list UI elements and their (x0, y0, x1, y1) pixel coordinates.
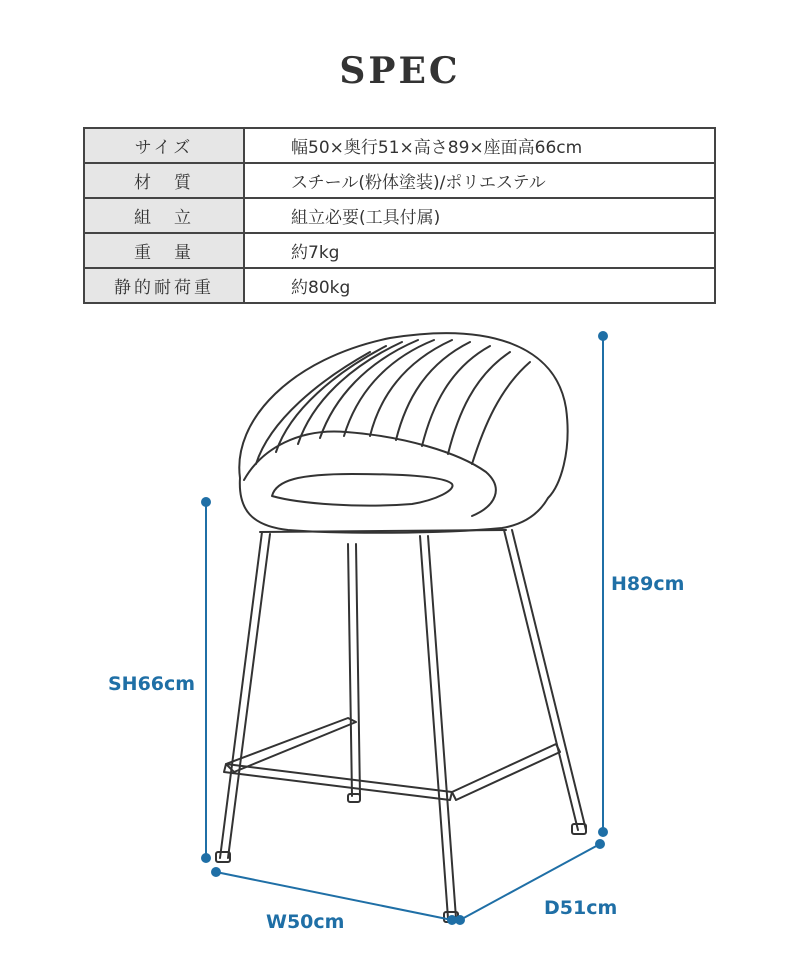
chair-leg-back-left (348, 544, 352, 796)
dimension-lines (202, 332, 607, 924)
chair-channel (472, 362, 530, 464)
spec-value: 約7kg (244, 233, 715, 268)
dimension-end-dot (599, 828, 607, 836)
dimension-end-dot (599, 332, 607, 340)
spec-table (83, 127, 716, 304)
depth-label: D51cm (544, 897, 618, 919)
spec-label: 静的耐荷重 (84, 268, 244, 303)
spec-value: 幅50×奥行51×高さ89×座面高66cm (244, 128, 715, 163)
chair-illustration (216, 333, 586, 922)
spec-label: サイズ (84, 128, 244, 163)
page-title: SPEC (339, 50, 461, 92)
table-row (84, 128, 715, 163)
height-label: H89cm (611, 573, 685, 595)
table-row (84, 233, 715, 268)
spec-value: 組立必要(工具付属) (244, 198, 715, 233)
chair-leg-front-right (420, 536, 448, 918)
chair-leg-front-left-inner (228, 534, 270, 858)
table-row (84, 198, 715, 233)
seat-height-label: SH66cm (108, 673, 196, 695)
chair-channel (370, 340, 452, 436)
spec-label: 重 量 (84, 233, 244, 268)
table-row (84, 268, 715, 303)
chair-leg-front-right-inner (428, 536, 456, 918)
chair-dimension-diagram (0, 320, 800, 960)
chair-channel (422, 346, 490, 446)
chair-channel (396, 342, 470, 440)
dimension-end-dot (202, 854, 210, 862)
dimension-end-dot (202, 498, 210, 506)
chair-leg-back-left-inner (356, 544, 360, 796)
chair-seat (272, 474, 453, 506)
width-label: W50cm (266, 911, 345, 933)
dimension-end-dot (212, 868, 220, 876)
chair-back-shell (239, 333, 567, 533)
dimension-end-dot (448, 916, 456, 924)
chair-leg-back-right (504, 530, 578, 830)
chair-leg-back-right-inner (512, 530, 586, 830)
chair-channel (256, 352, 370, 464)
spec-value: 約80kg (244, 268, 715, 303)
spec-label: 材 質 (84, 163, 244, 198)
dimension-end-dot (596, 840, 604, 848)
chair-footrest (452, 744, 560, 800)
chair-channel (448, 352, 510, 454)
chair-leg-front-left (220, 532, 262, 858)
spec-label: 組 立 (84, 198, 244, 233)
spec-value: スチール(粉体塗装)/ポリエステル (244, 163, 715, 198)
chair-foot (348, 794, 360, 802)
dimension-end-dot (456, 916, 464, 924)
table-row (84, 163, 715, 198)
chair-footrest (224, 764, 452, 800)
